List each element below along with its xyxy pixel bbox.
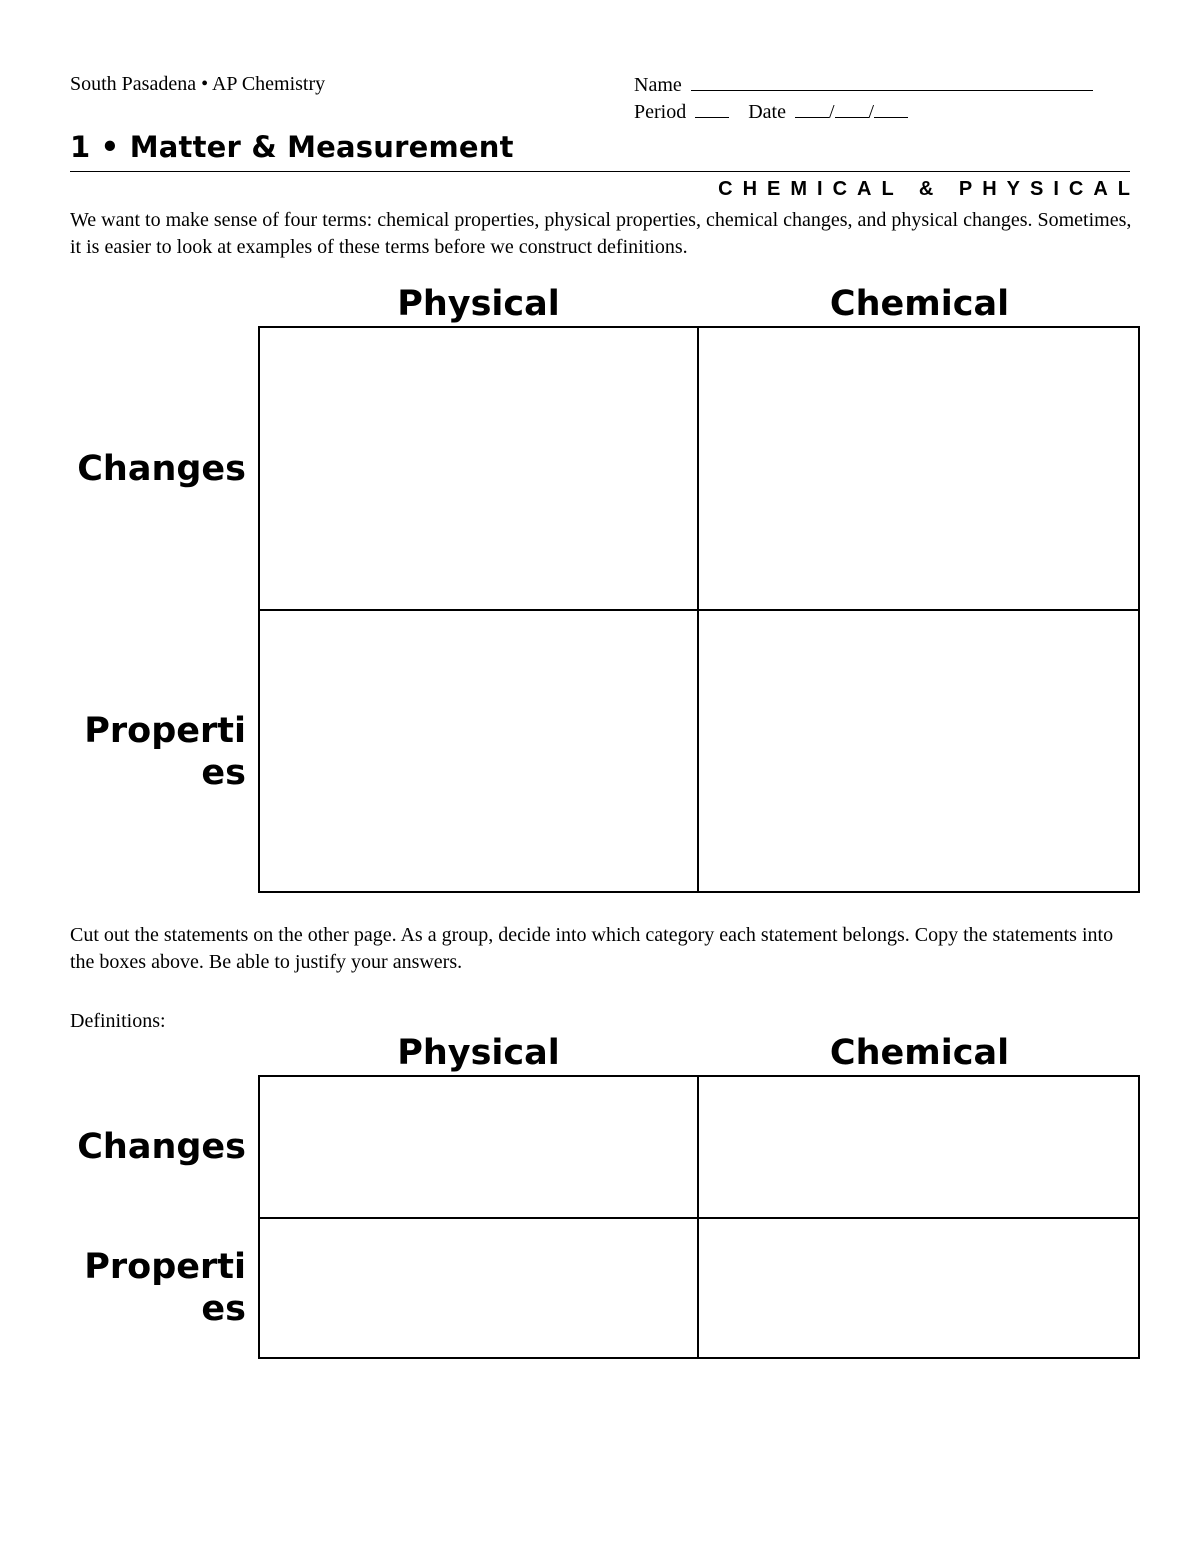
name-label: Name	[634, 74, 682, 96]
table2-cell-physical-properties[interactable]	[260, 1219, 699, 1357]
table2-cell-chemical-changes[interactable]	[699, 1077, 1138, 1219]
date-year-blank[interactable]	[874, 100, 908, 118]
table2-cell-physical-changes[interactable]	[260, 1077, 699, 1219]
table1-cell-chemical-properties[interactable]	[699, 611, 1138, 891]
date-label: Date	[748, 101, 786, 123]
date-slash-1: /	[828, 101, 835, 123]
name-field-row	[634, 73, 1093, 97]
table2-col-physical: Physical	[397, 1033, 560, 1073]
definitions-label: Definitions:	[70, 1010, 166, 1032]
table1-cell-physical-changes[interactable]	[260, 328, 699, 611]
school-course: South Pasadena • AP Chemistry	[70, 73, 326, 95]
table1-cell-physical-properties[interactable]	[260, 611, 699, 891]
table1-col-physical: Physical	[397, 284, 560, 324]
table2-col-chemical: Chemical	[829, 1033, 1010, 1073]
table1-grid	[258, 326, 1140, 893]
period-date-row	[634, 100, 908, 124]
name-blank[interactable]	[691, 73, 1093, 91]
date-month-blank[interactable]	[795, 100, 829, 118]
table2-grid	[258, 1075, 1140, 1359]
period-label: Period	[634, 101, 687, 123]
date-day-blank[interactable]	[835, 100, 869, 118]
title-divider	[70, 171, 1130, 172]
table2-row-changes: Changes	[77, 1127, 246, 1167]
section-tag: CHEMICAL & PHYSICAL	[718, 178, 1140, 200]
period-blank[interactable]	[695, 100, 729, 118]
page-title: 1 • Matter & Measurement	[70, 130, 514, 164]
intro-paragraph: We want to make sense of four terms: chemical properties, physical properties, chemical changes, and physical changes. Sometimes, it is easier to look at examples of these terms before we construct definitions.	[70, 209, 1132, 258]
table2-cell-chemical-properties[interactable]	[699, 1219, 1138, 1357]
table2-row-properties: Properties	[84, 1247, 246, 1329]
table1-row-changes: Changes	[77, 449, 246, 489]
table1-cell-chemical-changes[interactable]	[699, 328, 1138, 611]
table1-row-properties: Properties	[84, 711, 246, 793]
date-slash-2: /	[868, 101, 875, 123]
instructions-paragraph: Cut out the statements on the other page. As a group, decide into which category each statement belongs. Copy the statements into the boxes above. Be able to justify your answers.	[70, 924, 1114, 973]
table1-col-chemical: Chemical	[829, 284, 1010, 324]
